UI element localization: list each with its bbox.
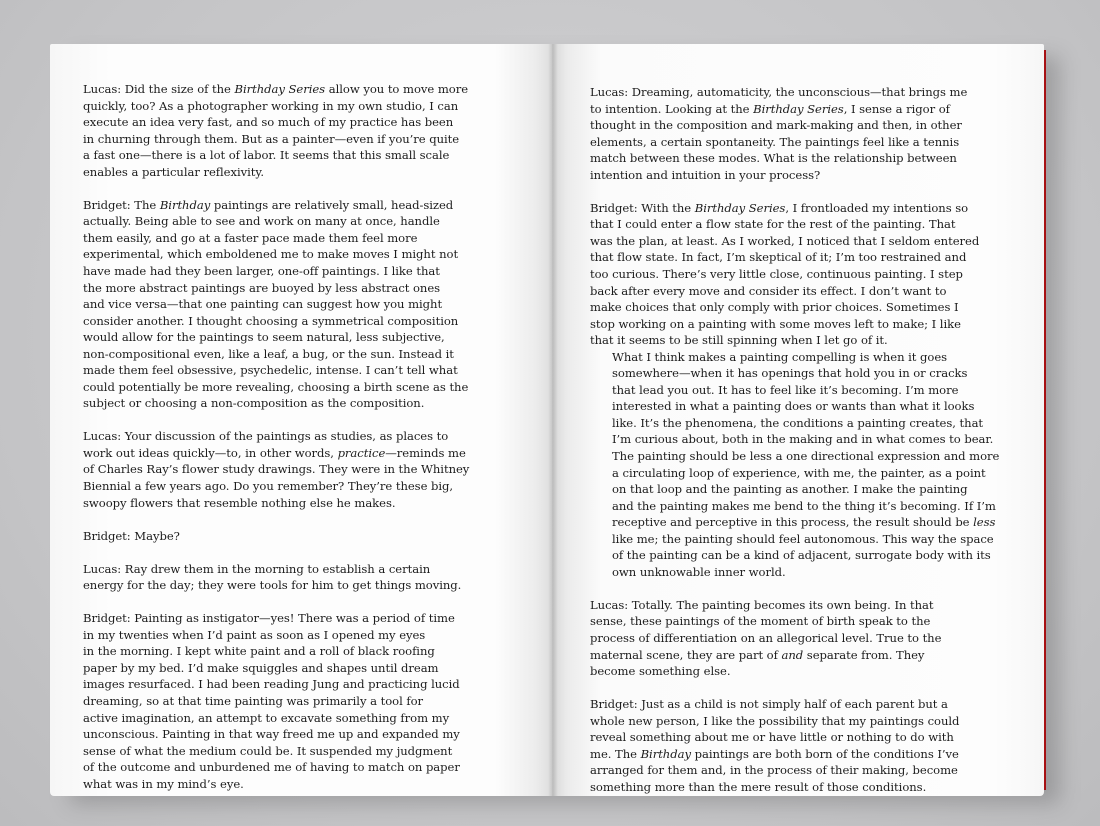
text-line [83,610,523,627]
text-line [590,349,1020,366]
text-run: subject or choosing a non-composition as the composition. [83,396,425,411]
text-run: and the painting makes me bend to the thing it’s becoming. If I’m [612,498,996,513]
italic-title: Birthday [640,746,691,761]
text-run: could potentially be more revealing, choosing a birth scene as the [83,379,469,394]
text-line [590,613,1020,630]
text-run: sense, these paintings of the moment of birth speak to the [590,614,931,629]
text-run: back after every move and consider its effect. I don’t want to [590,283,947,298]
italic-title: Birthday [159,197,211,212]
text-run: energy for the day; they were tools for him to get things moving. [83,578,462,593]
text-line [590,167,1020,184]
text-run: somewhere—when it has openings that hold you in or cracks [612,366,968,381]
text-run: , I frontloaded my intentions so [785,200,969,215]
paragraph [83,528,523,545]
text-run: work out ideas quickly—to, in other words, [83,445,338,460]
text-run: that lead you out. It has to feel like it’s becoming. I’m more [612,382,959,397]
text-run: maternal scene, they are part of [590,647,782,662]
paragraph [590,200,1020,349]
text-run: consider another. I thought choosing a symmetrical composition [83,313,459,328]
text-run: Lucas: Totally. The painting becomes its own being. In that [590,597,934,612]
book-spine-gutter [548,44,558,796]
text-run: process of differentiation on an allegorical level. True to the [590,630,942,645]
text-run: Lucas: Did the size of the [83,82,235,96]
text-run: in churning through them. But as a painter—even if you’re quite [83,131,460,146]
italic-title: Birthday Series [694,200,786,215]
text-line [83,643,523,660]
text-run: whole new person, I like the possibility that my paintings could [590,713,960,728]
text-line [83,627,523,644]
text-run: become something else. [590,664,731,679]
text-run: Biennial a few years ago. Do you remember? They’re these big, [83,479,454,494]
text-line [83,263,523,280]
text-run: to intention. Looking at the [590,101,754,116]
text-line [83,313,523,330]
text-run: like. It’s the phenomena, the conditions a painting creates, that [612,415,984,430]
text-run: of the painting can be a kind of adjacent, surrogate body with its [612,548,991,563]
text-run: elements, a certain spontaneity. The paintings feel like a tennis [590,134,960,149]
text-run: of the outcome and unburdened me of having to match on paper [83,760,460,775]
text-line [83,660,523,677]
text-line [590,134,1020,151]
text-run: on that loop and the painting as another. I make the painting [612,482,968,497]
text-line [590,762,1020,779]
right-page-text [590,84,1020,796]
text-line [83,81,523,98]
text-run: paper by my bed. I’d make squiggles and shapes until dream [83,660,439,675]
paragraph [83,561,523,594]
text-line [83,213,523,230]
text-run: paintings are relatively small, head-sized [210,197,454,212]
text-run: Bridget: Maybe? [83,528,180,543]
text-run: Bridget: Just as a child is not simply half of each parent but a [590,697,948,712]
text-line [590,531,1020,548]
text-run: make choices that only comply with prior choices. Sometimes I [590,300,959,315]
text-run: would allow for the paintings to seem natural, less subjective, [83,330,445,345]
text-line [83,280,523,297]
text-line [83,197,523,214]
text-line [590,547,1020,564]
text-run: quickly, too? As a photographer working in my own studio, I can [83,98,459,113]
text-run: intention and intuition in your process? [590,167,821,182]
text-run: interested in what a painting does or wants than what it looks [612,399,975,414]
text-run: Bridget: The [83,197,160,212]
paragraph [83,81,523,180]
text-line [83,428,523,445]
text-line [590,564,1020,581]
text-line [590,249,1020,266]
text-line [590,465,1020,482]
text-run: a circulating loop of experience, with me, the painter, as a point [612,465,986,480]
text-line [590,696,1020,713]
text-run: something more than the mere result of those conditions. [590,779,927,794]
text-line [83,693,523,710]
text-line [83,461,523,478]
text-run: execute an idea very fast, and so much of my practice has been [83,115,454,130]
text-run: them easily, and go at a faster pace made them feel more [83,230,418,245]
text-line [83,98,523,115]
text-line [83,478,523,495]
text-run: match between these modes. What is the relationship between [590,151,957,166]
paragraph [83,428,523,511]
text-run: unconscious. Painting in that way freed me up and expanded my [83,727,460,742]
text-line [590,101,1020,118]
text-line [83,528,523,545]
text-run: me. The [590,746,641,761]
text-line [590,117,1020,134]
text-run: and vice versa—that one painting can suggest how you might [83,297,443,312]
text-line [83,577,523,594]
right-page [552,44,1044,796]
text-line [590,365,1020,382]
text-line [590,431,1020,448]
text-line [590,448,1020,465]
text-line [83,759,523,776]
text-run: made them feel obsessive, psychedelic, intense. I can’t tell what [83,363,458,378]
text-run: dreaming, so at that time painting was primarily a tool for [83,694,424,708]
italic-title: and [781,647,804,662]
text-line [590,729,1020,746]
text-run: thought in the composition and mark-making and then, in other [590,118,962,133]
text-run: in the morning. I kept white paint and a roll of black roofing [83,644,435,659]
text-run: Lucas: Dreaming, automaticity, the unconscious—that brings me [590,85,968,99]
text-line [590,713,1020,730]
text-line [590,382,1020,399]
text-line [83,776,523,793]
text-line [83,230,523,247]
text-run: that I could enter a flow state for the rest of the painting. That [590,217,956,232]
text-line [83,131,523,148]
text-run: , I sense a rigor of [843,101,950,116]
paragraph [590,696,1020,795]
text-run: images resurfaced. I had been reading Jung and practicing lucid [83,677,460,692]
text-run: Lucas: Ray drew them in the morning to establish a certain [83,561,431,576]
text-line [590,332,1020,349]
paragraph [83,197,523,412]
text-run: reveal something about me or have little or nothing to do with [590,730,954,745]
text-line [590,266,1020,283]
text-run: What I think makes a painting compelling is when it goes [612,349,948,364]
text-run: experimental, which emboldened me to make moves I might not [83,247,459,262]
text-run: arranged for them and, in the process of their making, become [590,763,958,778]
text-run: actually. Being able to see and work on many at once, handle [83,214,440,229]
left-page [50,44,556,796]
text-line [590,415,1020,432]
text-run: own unknowable inner world. [612,564,786,579]
paragraph [590,349,1020,581]
text-line [590,299,1020,316]
text-run: was the plan, at least. As I worked, I noticed that I seldom entered [590,233,980,248]
text-line [83,246,523,263]
text-line [83,495,523,512]
paragraph [590,597,1020,680]
text-line [83,362,523,379]
text-run: receptive and perceptive in this process, the result should be [612,515,974,530]
text-run: too curious. There’s very little close, continuous painting. I step [590,266,963,281]
text-run: active imagination, an attempt to excavate something from my [83,710,450,725]
text-line [590,498,1020,515]
text-line [590,316,1020,333]
text-run: like me; the painting should feel autonomous. This way the space [612,531,994,546]
text-line [590,150,1020,167]
text-run: Bridget: With the [590,200,695,215]
text-run: that it seems to be still spinning when I let go of it. [590,333,888,348]
text-line [83,561,523,578]
text-run: enables a particular reflexivity. [83,164,264,179]
text-line [83,329,523,346]
text-line [590,647,1020,664]
text-run: non-compositional even, like a leaf, a bug, or the sun. Instead it [83,346,454,361]
text-run: allow you to move more [325,82,468,96]
text-run: have made had they been larger, one-off paintings. I like that [83,263,440,278]
text-line [83,726,523,743]
text-line [83,346,523,363]
text-run: Lucas: Your discussion of the paintings as studies, as places to [83,429,449,444]
text-run: —reminds me [385,445,466,460]
left-page-text [83,81,523,796]
text-run: Bridget: Painting as instigator—yes! There was a period of time [83,611,455,626]
text-line [83,676,523,693]
italic-title: Birthday Series [234,82,326,96]
text-line [590,283,1020,300]
text-line [83,296,523,313]
text-run: the more abstract paintings are buoyed by less abstract ones [83,280,441,295]
italic-title: Birthday Series [753,101,844,116]
text-run: sense of what the medium could be. It suspended my judgment [83,743,453,758]
text-line [590,84,1020,101]
text-line [590,663,1020,680]
text-run: stop working on a painting with some moves left to make; I like [590,316,961,331]
text-line [590,597,1020,614]
text-line [83,164,523,181]
text-run: swoopy flowers that resemble nothing else he makes. [83,495,396,510]
text-run: a fast one—there is a lot of labor. It seems that this small scale [83,148,450,163]
text-line [590,481,1020,498]
text-line [83,445,523,462]
text-line [83,710,523,727]
text-run: separate from. They [803,647,925,662]
text-line [590,746,1020,763]
paragraph [83,610,523,792]
paragraph [590,84,1020,183]
text-line [83,743,523,760]
text-run: I’m curious about, both in the making and in what comes to bear. [612,432,994,447]
text-run: that flow state. In fact, I’m skeptical of it; I’m too restrained and [590,250,967,265]
text-line [590,514,1020,531]
text-line [83,147,523,164]
text-run: in my twenties when I’d paint as soon as I opened my eyes [83,627,426,642]
text-line [83,379,523,396]
text-run: The painting should be less a one directional expression and more [612,448,1000,463]
text-line [590,200,1020,217]
text-line [590,233,1020,250]
italic-title: practice [337,445,386,460]
text-line [83,395,523,412]
italic-title: less [973,515,996,530]
text-run: paintings are both born of the conditions I’ve [690,746,959,761]
text-line [590,779,1020,796]
text-line [83,114,523,131]
text-run: of Charles Ray’s flower study drawings. They were in the Whitney [83,462,470,477]
text-line [590,398,1020,415]
text-line [590,630,1020,647]
text-run: what was in my mind’s eye. [83,776,244,791]
text-line [590,216,1020,233]
